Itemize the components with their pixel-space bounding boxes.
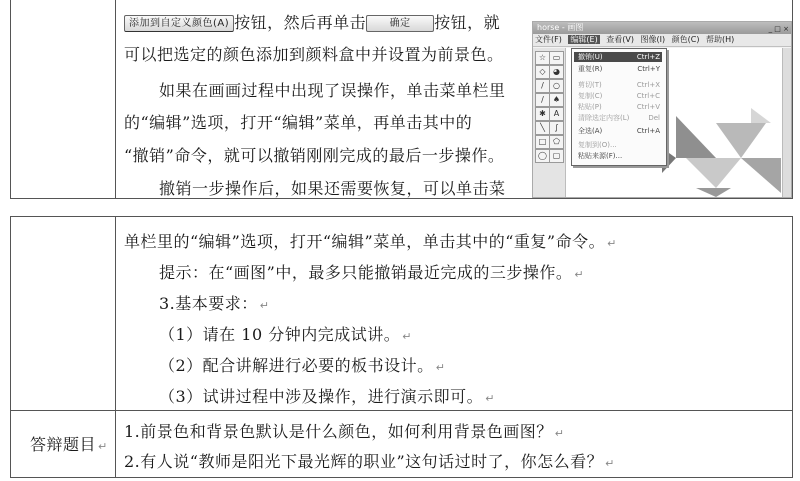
- tangram-piece: [751, 108, 771, 123]
- menu-edit: 编辑(E): [570, 35, 598, 44]
- rounded-rect-icon: ▢: [549, 149, 564, 163]
- paint-scrollbar: [782, 48, 791, 197]
- paragraph-line: [159, 322, 412, 345]
- paragraph-line: [159, 291, 270, 314]
- airbrush-icon: ✱: [535, 107, 550, 121]
- tangram-piece: [676, 116, 716, 158]
- paragraph-line: [124, 10, 500, 33]
- add-custom-color-button-image: 添加到自定义颜色(A): [124, 15, 234, 32]
- paint-toolbox: [533, 48, 566, 197]
- defense-question-2: [124, 449, 615, 472]
- menu-item-shortcut: Ctrl+A: [636, 127, 660, 135]
- menu-item-label: 剪切(T): [578, 81, 602, 89]
- paragraph-line: “撤销”命令，就可以撤销刚刚完成的最后一步操作。: [124, 146, 505, 165]
- text-span: （3）试讲过程中涉及操作，进行演示即可。: [159, 387, 484, 406]
- menu-help: 帮助(H): [706, 35, 735, 44]
- menu-item-label: 粘贴来源(F)...: [578, 152, 623, 160]
- tangram-piece: [741, 158, 781, 193]
- menu-item-undo: [574, 52, 662, 62]
- text-span: 答辩题目: [30, 435, 97, 454]
- paragraph-line: 的“编辑”选项，打开“编辑”菜单，再单击其中的: [124, 113, 473, 132]
- return-mark: ↵: [402, 330, 412, 343]
- menu-item-label: 粘贴(P): [578, 103, 602, 111]
- tangram-piece: [696, 188, 731, 197]
- rect-select-icon: ▭: [549, 51, 564, 65]
- menu-item-label: 复制到(O)...: [578, 141, 617, 149]
- menu-item-copy-to: [578, 140, 662, 150]
- paragraph-line: [124, 229, 617, 252]
- paint-titlebar: [533, 22, 791, 34]
- text-span: 单栏里的“编辑”选项，打开“编辑”菜单，单击其中的“重复”命令。: [124, 232, 606, 251]
- return-mark: ↵: [485, 392, 495, 405]
- paragraph-line: [159, 260, 584, 283]
- eraser-icon: ◇: [535, 65, 550, 79]
- menu-colors: 颜色(C): [671, 35, 700, 44]
- return-mark: ↵: [574, 268, 585, 281]
- polygon-icon: ⬠: [549, 135, 564, 149]
- menu-view: 查看(V): [606, 35, 634, 44]
- menu-item-shortcut: Ctrl+C: [636, 92, 660, 100]
- defense-label: [30, 432, 108, 455]
- paragraph-line: [159, 353, 445, 376]
- curve-icon: ∫: [549, 121, 564, 135]
- return-mark: ↵: [259, 299, 270, 312]
- pencil-icon: ∕: [535, 93, 550, 107]
- menu-item-label: 清除选定内容(L): [578, 114, 630, 122]
- menu-image: 图像(I): [640, 35, 666, 44]
- text-span: 按钮，然后再单击: [234, 13, 367, 32]
- menu-item-redo: [578, 64, 662, 74]
- bottom-table-divider: [115, 217, 116, 477]
- bottom-table-row-divider: [11, 410, 792, 411]
- return-mark: ↵: [98, 440, 108, 453]
- menu-item-label: 撤销(U): [578, 53, 603, 61]
- paragraph-line: 可以把选定的颜色添加到颜料盒中并设置为前景色。: [124, 45, 504, 64]
- text-span: （1）请在 10 分钟内完成试讲。: [159, 325, 401, 344]
- menu-item-shortcut: Del: [648, 114, 660, 122]
- line-icon: ╲: [535, 121, 550, 135]
- menu-item-copy: [578, 91, 662, 101]
- menu-item-clear: [578, 113, 662, 123]
- paint-menubar: [533, 34, 791, 47]
- menu-item-shortcut: Ctrl+Y: [637, 65, 660, 73]
- text-span: 2.有人说“教师是阳光下最光辉的职业”这句话过时了，你怎么看？: [124, 452, 604, 471]
- magnifier-icon: ○: [549, 79, 564, 93]
- rectangle-icon: □: [535, 135, 550, 149]
- menu-item-shortcut: Ctrl+Z: [636, 53, 660, 61]
- return-mark: ↵: [435, 361, 446, 374]
- picker-icon: /: [535, 79, 550, 93]
- edit-menu-dropdown: [571, 48, 667, 166]
- menu-item-paste-from: [578, 151, 662, 161]
- menu-item-select-all: [578, 126, 662, 136]
- menu-item-paste: [578, 102, 662, 112]
- menu-file: 文件(F): [535, 35, 562, 44]
- brush-icon: ♠: [549, 93, 564, 107]
- menu-item-label: 重复(R): [578, 65, 603, 73]
- paint-screenshot: [532, 21, 792, 198]
- text-span: 1.前景色和背景色默认是什么颜色，如何利用背景色画图？: [124, 422, 553, 441]
- free-select-icon: ☆: [535, 51, 550, 65]
- tangram-piece: [716, 123, 766, 158]
- return-mark: ↵: [607, 237, 617, 250]
- return-mark: ↵: [554, 427, 565, 440]
- menu-item-label: 全选(A): [578, 127, 603, 135]
- text-icon: A: [549, 107, 564, 121]
- defense-question-1: [124, 419, 565, 442]
- ellipse-icon: ◯: [535, 149, 550, 163]
- menu-item-cut: [578, 80, 662, 90]
- menu-item-label: 复制(C): [578, 92, 603, 100]
- paint-title: horse - 画图: [537, 23, 584, 32]
- fill-icon: ◕: [549, 65, 564, 79]
- paragraph-line: 如果在画画过程中出现了误操作，单击菜单栏里: [159, 81, 506, 100]
- ok-button-image: 确定: [366, 15, 434, 32]
- menu-item-shortcut: Ctrl+X: [636, 81, 660, 89]
- paragraph-line: 撤销一步操作后，如果还需要恢复，可以单击菜: [159, 179, 506, 198]
- menu-item-shortcut: Ctrl+V: [636, 103, 660, 111]
- tangram-piece: [686, 158, 741, 188]
- text-span: 提示：在“画图”中，最多只能撤销最近完成的三步操作。: [159, 263, 573, 282]
- text-span: 3.基本要求：: [159, 294, 258, 313]
- top-table-divider: [115, 0, 116, 199]
- return-mark: ↵: [605, 457, 615, 470]
- window-buttons: _ □ ×: [768, 25, 789, 33]
- text-span: 按钮，就: [434, 13, 501, 32]
- paragraph-line: [159, 384, 495, 407]
- text-span: （2）配合讲解进行必要的板书设计。: [159, 356, 434, 375]
